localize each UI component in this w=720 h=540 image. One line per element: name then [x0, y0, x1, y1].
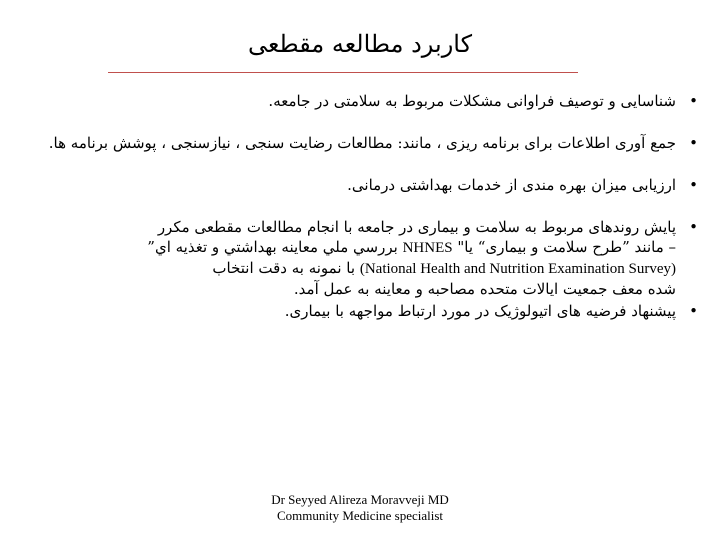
- footer: [0, 492, 720, 524]
- author-title: Community Medicine specialist: [276, 508, 444, 523]
- bullet-text-line: پایش روندهای مربوط به سلامت و بیماری در جامعه با انجام مطالعات مقطعی مکرر: [157, 218, 676, 236]
- bullet-subline: [18, 258, 676, 279]
- bullet-list: [18, 88, 698, 321]
- bullet-text: پیشنهاد فرضیه های اتیولوژیک در مورد ارتباط مواجهه با بیماری.: [284, 302, 676, 320]
- bullet-subline-prefix: – مانند ”طرح سلامت و بیماری“ یا": [457, 238, 676, 256]
- bullet-text-line: شده معف جمعیت ایالات متحده مصاحبه و معاینه به عمل آمد.: [293, 280, 676, 298]
- bullet-subline: [18, 237, 676, 258]
- bullet-dot-icon: •: [689, 302, 698, 320]
- bullet-dot-icon: •: [689, 218, 698, 236]
- slide-title: کاربرد مطالعه مقطعی: [247, 30, 473, 58]
- bullet-dot-icon: •: [689, 176, 698, 194]
- bullet-dot-icon: •: [689, 134, 698, 152]
- nhnes-acronym: NHNES: [402, 240, 453, 256]
- bullet-subline-suffix: بررسي ملي معاينه بهداشتي و تغذيه اي”: [147, 238, 398, 256]
- bullet-dot-icon: •: [689, 92, 698, 110]
- bullet-text: شناسایی و توصیف فراوانی مشکلات مربوط به سلامتی در جامعه.: [268, 92, 676, 110]
- survey-name: (National Health and Nutrition Examination Survey): [359, 261, 676, 277]
- bullet-subline-suffix: با نمونه به دقت انتخاب: [212, 259, 356, 277]
- bullet-item: [18, 175, 698, 195]
- bullet-item: [18, 133, 698, 153]
- bullet-item: [18, 91, 698, 111]
- bullet-item: [18, 301, 698, 321]
- bullet-text: جمع آوری اطلاعات برای برنامه ریزی ، مانند: مطالعات رضایت سنجی ، نیازسنجی ، پوشش برنامه ها.: [48, 134, 676, 152]
- title-underline: [108, 72, 578, 73]
- author-name: Dr Seyyed Alireza Moravveji MD: [271, 492, 449, 507]
- bullet-item: [18, 217, 698, 299]
- bullet-text: ارزیابی میزان بهره مندی از خدمات بهداشتی درمانی.: [347, 176, 676, 194]
